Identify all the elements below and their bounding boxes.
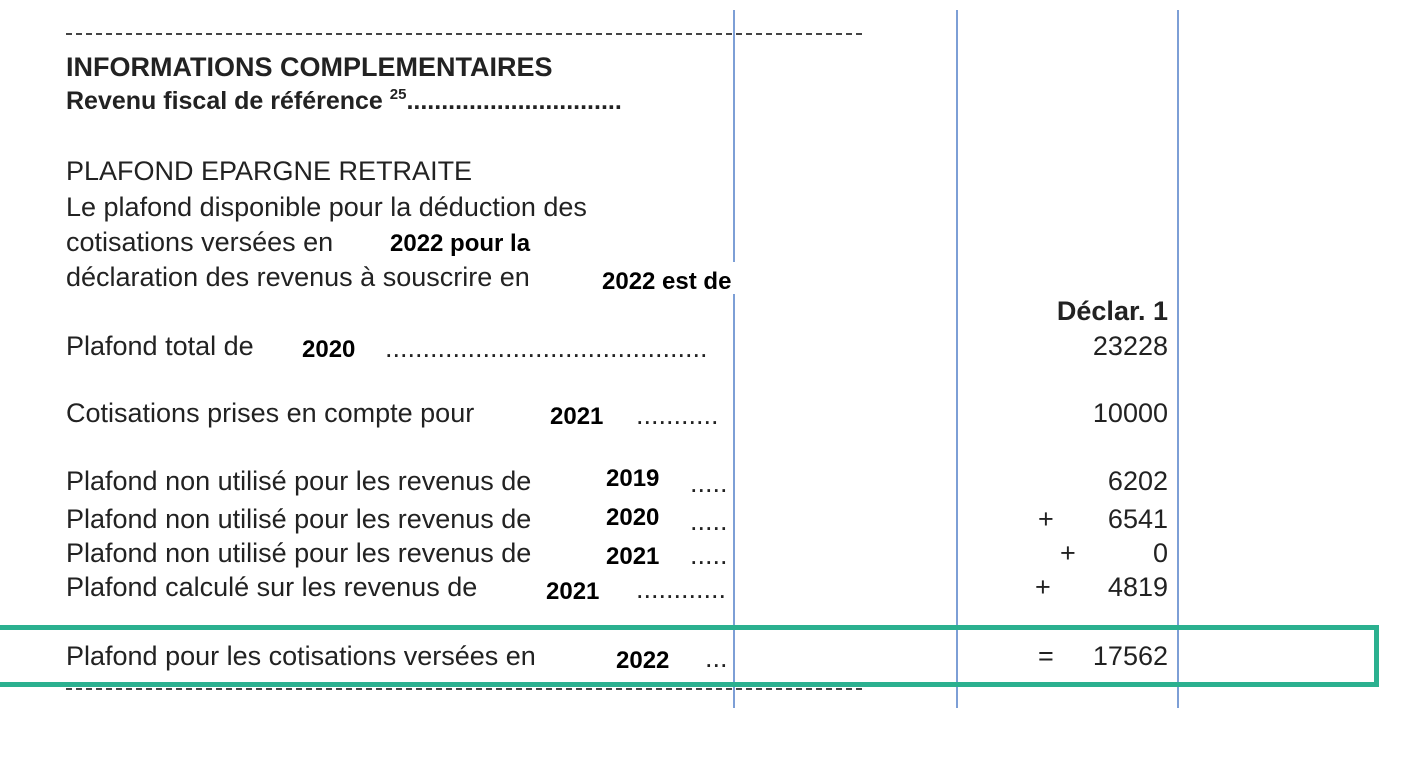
epargne-line-3: déclaration des revenus à souscrire en [66, 262, 530, 292]
row-label: Plafond calculé sur les revenus de [66, 572, 478, 602]
row-value: 17562 [1092, 641, 1168, 671]
column-line-3 [1177, 10, 1179, 708]
row-value: 6541 [1107, 504, 1168, 534]
row-value: 4819 [1107, 572, 1168, 602]
row-leader-dots: ........... [636, 402, 719, 429]
rfr-line [66, 86, 622, 115]
epargne-line-2: cotisations versées en [66, 227, 334, 257]
section-title: INFORMATIONS COMPLEMENTAIRES [66, 52, 553, 82]
row-label: Plafond non utilisé pour les revenus de [66, 504, 532, 534]
row-value: 10000 [1092, 398, 1168, 428]
row-value: 23228 [1092, 331, 1168, 361]
row-sign: = [1038, 641, 1054, 671]
top-dashed-separator [66, 33, 862, 35]
row-year: 2021 [546, 578, 600, 605]
row-year: 2019 [606, 465, 660, 492]
epargne-line-3-year: 2022 est de [602, 268, 732, 295]
row-leader-dots: ............ [636, 576, 727, 603]
row-leader-dots: ..... [690, 470, 728, 497]
row-sign: + [1038, 504, 1054, 534]
rfr-dots: ............................... [406, 87, 622, 115]
column-header-declar1: Déclar. 1 [1056, 296, 1168, 326]
row-year: 2021 [606, 543, 660, 570]
rfr-footnote: 25 [389, 86, 407, 103]
row-label: Plafond non utilisé pour les revenus de [66, 538, 532, 568]
row-year: 2022 [616, 647, 670, 674]
total-highlight-box [0, 625, 1379, 687]
row-sign: + [1035, 572, 1051, 602]
column-line-2 [956, 10, 958, 708]
row-leader-dots: ... [705, 645, 728, 672]
row-label: Plafond pour les cotisations versées en [66, 641, 536, 671]
row-leader-dots: ..... [690, 508, 728, 535]
row-label: Plafond total de [66, 331, 254, 361]
row-year: 2020 [606, 504, 660, 531]
row-label: Plafond non utilisé pour les revenus de [66, 466, 532, 496]
rfr-label: Revenu fiscal de référence [66, 87, 383, 115]
row-leader-dots: ........................................... [385, 335, 708, 362]
row-value: 6202 [1107, 466, 1168, 496]
row-sign: + [1060, 538, 1076, 568]
epargne-title: PLAFOND EPARGNE RETRAITE [66, 156, 473, 186]
row-leader-dots: ..... [690, 542, 728, 569]
epargne-line-1: Le plafond disponible pour la déduction des [66, 192, 587, 222]
column-line-1 [733, 10, 735, 708]
row-value: 0 [1152, 538, 1168, 568]
epargne-line-2-year: 2022 pour la [390, 230, 531, 257]
row-label: Cotisations prises en compte pour [66, 398, 475, 428]
row-year: 2021 [550, 403, 604, 430]
row-year: 2020 [302, 336, 356, 363]
bottom-dashed-separator [66, 688, 862, 690]
